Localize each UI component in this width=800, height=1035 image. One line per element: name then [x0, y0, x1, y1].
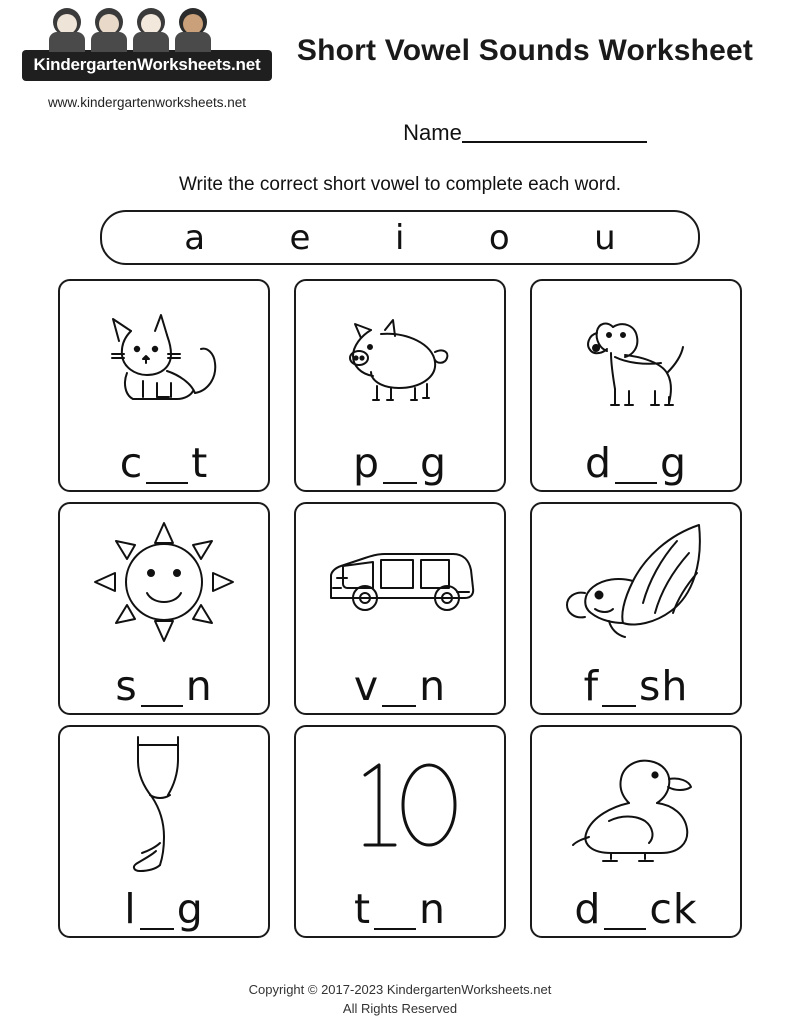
page-title: Short Vowel Sounds Worksheet	[296, 34, 754, 67]
answer-blank-2[interactable]	[383, 442, 417, 484]
instruction-text: Write the correct short vowel to complete each word.	[178, 174, 622, 195]
word-answer-6[interactable]	[583, 653, 689, 710]
answer-blank-6[interactable]	[602, 665, 636, 707]
answer-blank-7[interactable]	[140, 888, 174, 930]
page-footer	[0, 981, 800, 1019]
vowel-option-e: e	[289, 217, 311, 258]
word-prefix-5: v	[353, 662, 380, 710]
worksheet-item-7[interactable]	[58, 725, 270, 938]
vowel-option-a: a	[184, 217, 206, 258]
pig-icon	[296, 281, 504, 430]
vowel-option-i: i	[394, 217, 405, 258]
word-answer-4[interactable]	[115, 653, 213, 710]
worksheet-item-9[interactable]	[530, 725, 742, 938]
logo-suffix: .net	[231, 55, 261, 74]
worksheet-item-1[interactable]	[58, 279, 270, 492]
logo-text: KindergartenWorksheets	[33, 55, 231, 74]
word-prefix-4: s	[115, 662, 138, 710]
word-suffix-5: n	[419, 662, 447, 710]
dog-icon	[532, 281, 740, 430]
rights-text: All Rights Reserved	[342, 1001, 458, 1017]
kids-illustration-icon	[47, 8, 247, 54]
word-answer-2[interactable]	[352, 430, 448, 487]
site-url: www.kindergartenworksheets.net	[47, 95, 247, 110]
worksheet-item-5[interactable]	[294, 502, 506, 715]
answer-blank-8[interactable]	[374, 888, 416, 930]
sun-icon	[60, 504, 268, 653]
word-suffix-4: n	[185, 662, 213, 710]
word-suffix-2: g	[420, 439, 448, 487]
word-answer-5[interactable]	[353, 653, 447, 710]
worksheet-grid	[58, 279, 742, 938]
van-icon	[296, 504, 504, 653]
worksheet-item-6[interactable]	[530, 502, 742, 715]
copyright-text: Copyright © 2017-2023 KindergartenWorksheets.net	[248, 982, 552, 998]
word-answer-8[interactable]	[353, 876, 447, 933]
fish-icon	[532, 504, 740, 653]
site-logo[interactable]	[22, 8, 272, 110]
word-prefix-8: t	[353, 885, 372, 933]
answer-blank-1[interactable]	[146, 442, 188, 484]
name-blank-line[interactable]	[462, 140, 647, 143]
word-answer-7[interactable]	[124, 878, 204, 933]
logo-wordmark	[22, 50, 272, 81]
worksheet-item-4[interactable]	[58, 502, 270, 715]
page-header	[0, 0, 800, 150]
answer-blank-3[interactable]	[615, 442, 657, 484]
vowel-word-bank	[100, 210, 700, 265]
word-answer-1[interactable]	[119, 430, 209, 487]
word-prefix-6: f	[583, 662, 600, 710]
answer-blank-9[interactable]	[604, 888, 646, 930]
word-answer-9[interactable]	[574, 876, 698, 933]
word-suffix-3: g	[660, 439, 688, 487]
worksheet-item-8[interactable]	[294, 725, 506, 938]
word-suffix-7: g	[176, 885, 204, 933]
word-prefix-9: d	[574, 885, 602, 933]
duck-icon	[532, 727, 740, 876]
answer-blank-4[interactable]	[141, 665, 183, 707]
word-suffix-1: t	[191, 439, 209, 487]
worksheet-item-3[interactable]	[530, 279, 742, 492]
name-label: Name	[403, 120, 462, 145]
vowel-option-u: u	[594, 217, 616, 258]
word-suffix-6: sh	[639, 662, 689, 710]
cat-icon	[60, 281, 268, 430]
vowel-option-o: o	[488, 217, 510, 258]
name-field[interactable]	[275, 120, 775, 146]
word-suffix-9: ck	[649, 885, 698, 933]
word-prefix-2: p	[352, 439, 380, 487]
word-prefix-1: c	[119, 439, 144, 487]
answer-blank-5[interactable]	[382, 665, 416, 707]
worksheet-item-2[interactable]	[294, 279, 506, 492]
word-answer-3[interactable]	[584, 430, 688, 487]
leg-icon	[60, 727, 268, 878]
word-prefix-3: d	[584, 439, 612, 487]
word-suffix-8: n	[419, 885, 447, 933]
word-prefix-7: l	[124, 885, 137, 933]
ten-icon	[296, 727, 504, 876]
